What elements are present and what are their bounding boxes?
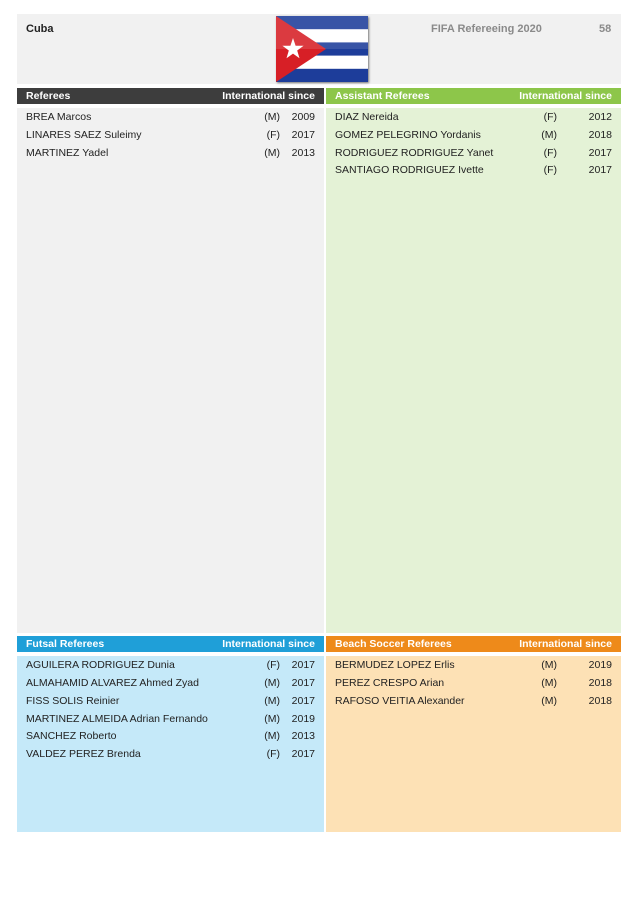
assistant-referees-panel xyxy=(326,88,621,633)
list-item xyxy=(335,129,612,145)
referee-name: RAFOSO VEITIA Alexander xyxy=(335,695,465,707)
beach-soccer-referees-title: Beach Soccer Referees xyxy=(335,638,452,650)
referee-gender: (F) xyxy=(266,129,280,141)
list-item xyxy=(335,695,612,711)
beach-soccer-referees-list xyxy=(326,656,621,832)
country-name: Cuba xyxy=(26,23,54,35)
referee-gender: (F) xyxy=(543,147,557,159)
publication-title: FIFA Refereeing 2020 xyxy=(431,23,542,35)
referees-title: Referees xyxy=(26,90,71,102)
list-item xyxy=(335,147,612,163)
referee-gender: (M) xyxy=(541,659,557,671)
futsal-referees-title: Futsal Referees xyxy=(26,638,105,650)
referees-list xyxy=(17,108,324,633)
beach-soccer-referees-header xyxy=(326,636,621,652)
referee-name: RODRIGUEZ RODRIGUEZ Yanet xyxy=(335,147,494,159)
futsal-referees-panel xyxy=(17,636,324,832)
list-item xyxy=(26,713,315,729)
referee-year: 2017 xyxy=(291,659,315,671)
page-header xyxy=(17,14,621,84)
referee-gender: (M) xyxy=(264,147,280,159)
referee-year: 2019 xyxy=(588,659,612,671)
referee-gender: (M) xyxy=(541,677,557,689)
list-item xyxy=(26,111,315,127)
referee-gender: (M) xyxy=(264,713,280,725)
referee-year: 2017 xyxy=(588,147,612,159)
referee-year: 2012 xyxy=(588,111,612,123)
referee-gender: (M) xyxy=(264,111,280,123)
list-item xyxy=(335,164,612,180)
referee-name: MARTINEZ ALMEIDA Adrian Fernando xyxy=(26,713,208,725)
referee-name: SANTIAGO RODRIGUEZ Ivette xyxy=(335,164,484,176)
referee-gender: (M) xyxy=(541,695,557,707)
referee-year: 2018 xyxy=(588,677,612,689)
list-item xyxy=(335,111,612,127)
referees-panel xyxy=(17,88,324,633)
list-item xyxy=(26,129,315,145)
referee-year: 2017 xyxy=(588,164,612,176)
referee-name: ALMAHAMID ALVAREZ Ahmed Zyad xyxy=(26,677,199,689)
referee-year: 2017 xyxy=(291,129,315,141)
assistant-referees-list xyxy=(326,108,621,633)
referee-name: FISS SOLIS Reinier xyxy=(26,695,120,707)
referees-header xyxy=(17,88,324,104)
referee-gender: (F) xyxy=(543,111,557,123)
referee-gender: (M) xyxy=(541,129,557,141)
referee-gender: (M) xyxy=(264,730,280,742)
referee-year: 2017 xyxy=(291,695,315,707)
referee-name: PEREZ CRESPO Arian xyxy=(335,677,445,689)
list-item xyxy=(26,677,315,693)
referee-year: 2019 xyxy=(291,713,315,725)
referee-gender: (M) xyxy=(264,677,280,689)
cuba-flag-icon xyxy=(276,16,368,82)
referee-year: 2017 xyxy=(291,677,315,689)
list-item xyxy=(26,695,315,711)
referee-gender: (F) xyxy=(266,748,280,760)
referee-name: LINARES SAEZ Suleimy xyxy=(26,129,142,141)
futsal-referees-since-label: International since xyxy=(222,638,315,650)
referee-name: SANCHEZ Roberto xyxy=(26,730,117,742)
referee-name: GOMEZ PELEGRINO Yordanis xyxy=(335,129,481,141)
list-item xyxy=(26,147,315,163)
referee-year: 2017 xyxy=(291,748,315,760)
page-number: 58 xyxy=(599,23,612,35)
referees-since-label: International since xyxy=(222,90,315,102)
list-item xyxy=(26,730,315,746)
referee-year: 2013 xyxy=(291,147,315,159)
referee-gender: (M) xyxy=(264,695,280,707)
referee-gender: (F) xyxy=(543,164,557,176)
beach-soccer-referees-since-label: International since xyxy=(519,638,612,650)
referee-name: AGUILERA RODRIGUEZ Dunia xyxy=(26,659,175,671)
referee-name: BREA Marcos xyxy=(26,111,92,123)
referee-name: VALDEZ PEREZ Brenda xyxy=(26,748,141,760)
referee-gender: (F) xyxy=(266,659,280,671)
list-item xyxy=(335,677,612,693)
list-item xyxy=(26,659,315,675)
assistant-referees-since-label: International since xyxy=(519,90,612,102)
list-item xyxy=(26,748,315,764)
futsal-referees-header xyxy=(17,636,324,652)
list-item xyxy=(335,659,612,675)
referee-year: 2009 xyxy=(291,111,315,123)
referee-year: 2018 xyxy=(588,695,612,707)
assistant-referees-title: Assistant Referees xyxy=(335,90,430,102)
referee-name: MARTINEZ Yadel xyxy=(26,147,109,159)
referee-year: 2013 xyxy=(291,730,315,742)
beach-soccer-referees-panel xyxy=(326,636,621,832)
referee-year: 2018 xyxy=(588,129,612,141)
futsal-referees-list xyxy=(17,656,324,832)
referee-name: BERMUDEZ LOPEZ Erlis xyxy=(335,659,455,671)
referee-name: DIAZ Nereida xyxy=(335,111,399,123)
assistant-referees-header xyxy=(326,88,621,104)
